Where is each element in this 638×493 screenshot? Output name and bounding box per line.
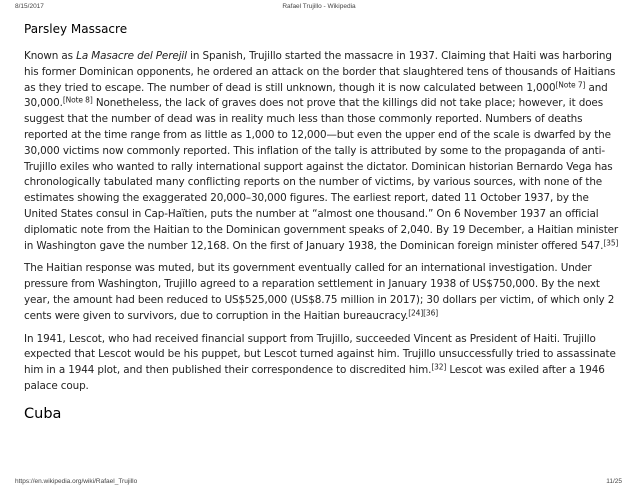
citation-ref-35[interactable]: [35] xyxy=(603,238,619,248)
print-header xyxy=(0,3,638,15)
paragraph-haitian-response xyxy=(24,261,624,324)
paragraph-massacre xyxy=(24,49,624,254)
article-content xyxy=(24,22,624,423)
text-span: and 30,000. xyxy=(24,81,608,110)
text-span: Lescot was exiled after a 1946 palace coup. xyxy=(24,364,605,392)
italic-term: La Masacre del Perejil xyxy=(76,50,187,62)
print-url: https://en.wikipedia.org/wiki/Rafael_Trujillo xyxy=(15,478,138,485)
citation-ref-24[interactable]: [24] xyxy=(408,308,424,318)
text-span: Known as xyxy=(24,50,77,62)
paragraph-lescot xyxy=(24,332,624,395)
note-ref-8[interactable]: [Note 8] xyxy=(62,95,93,105)
print-page-number: 11/25 xyxy=(606,478,622,485)
citation-ref-32[interactable]: [32] xyxy=(431,362,447,372)
section-title-cuba: Cuba xyxy=(24,405,62,422)
text-span: in Spanish, Trujillo started the massacre in 1937. Claiming that Haiti was harboring his former Dominican opponents, he ordered an attack on the border that slaughtered tens of thousands of Haitians as they tried to escape. The number of dead is still unknown, though it is now calculated between 1,000 xyxy=(24,50,616,94)
text-span: The Haitian response was muted, but its government eventually called for an international investigation. Under pressure from Washington, Trujillo agreed to a reparation settlement in January 1938 of US$750,000. By the next year, the amount had been reduced to US$525,000 (US$8.75 million in 2017); 30 dollars per victim, of which only 2 cents were given to survivors, due to corruption in the Haitian bureaucracy. xyxy=(24,262,615,322)
text-span: In 1941, Lescot, who had received financial support from Trujillo, succeeded Vincent as President of Haiti. Trujillo expected that Lescot would be his puppet, but Lescot turned against him. Trujillo unsuccessfully tried to assassinate him in a 1944 plot, and then published their correspondence to discredited him. xyxy=(24,332,616,377)
print-footer xyxy=(0,478,638,490)
citation-ref-36[interactable]: [36] xyxy=(423,308,439,318)
section-title-parsley-massacre: Parsley Massacre xyxy=(24,22,128,36)
note-ref-7[interactable]: [Note 7] xyxy=(555,80,586,90)
text-span: Nonetheless, the lack of graves does not prove that the killings did not take place; however, it does suggest that the number of dead was in reality much less than those commonly reported. Numbers of deaths reported at the time range from as little as 1,000 to 12,000—but even the upper end of the scale is dwarfed by the 30,000 victims now commonly reported. This inflation of the tally is attributed by some to the propaganda of anti-Trujillo exiles who wanted to rally international support against the dictator. Dominican historian Bernardo Vega has chronologically tabulated many conflicting reports on the number of victims, by various sources, with none of the estimates showing the exaggerated 20,000–30,000 figures. The earliest report, dated 11 October 1937, by the United States consul in Cap-Haïtien, puts the number at “almost one thousand.” On 6 November 1937 an official diplomatic note from the Haitian to the Dominican government speaks of 2,040. By 19 December, a Haitian minister in Washington gave the number 12,168. On the first of January 1938, the Dominican foreign minister offered 547. xyxy=(24,97,619,252)
print-date: 8/15/2017 xyxy=(15,3,44,10)
print-page-title: Rafael Trujillo - Wikipedia xyxy=(282,3,356,10)
